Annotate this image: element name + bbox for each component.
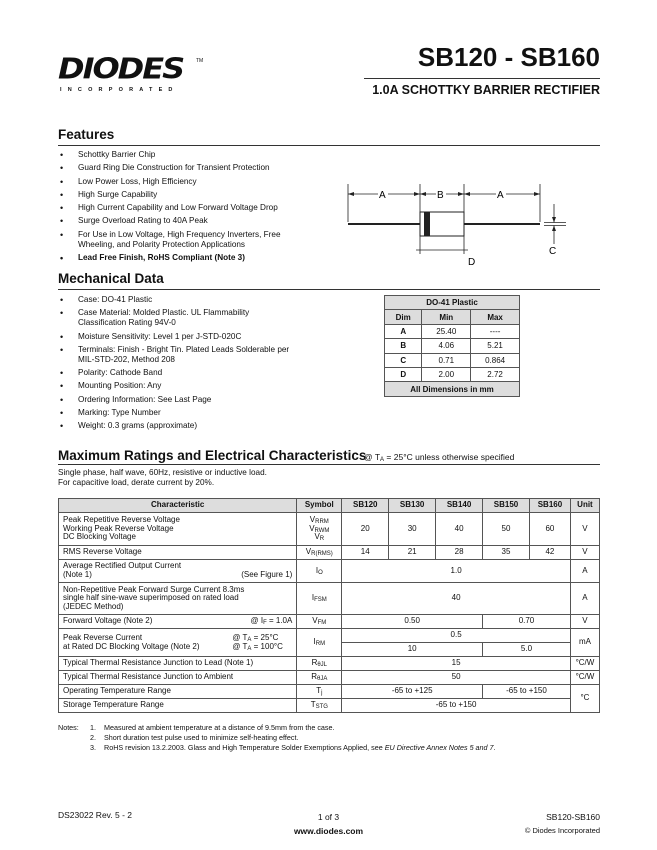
doc-number: DS23022 Rev. 5 - 2 <box>58 810 133 820</box>
features-heading: Features <box>58 127 115 142</box>
note-item: 2. Short duration test pulse used to minimize self-heating effect. <box>90 733 299 742</box>
symbol-cell: $T_{STG}$ <box>297 699 342 713</box>
unit-cell: A <box>570 560 599 583</box>
symbol-cell: $I_{FSM}$ <box>297 583 342 615</box>
symbol-cell: $V_{FM}$ <box>297 615 342 629</box>
table-row <box>59 657 600 671</box>
col-header: Characteristic <box>59 499 297 513</box>
symbol-cell: $V_{R(RMS)}$ <box>297 546 342 560</box>
website-link[interactable]: www.diodes.com <box>293 826 364 836</box>
ratings-intro: Single phase, half wave, 60Hz, resistive or inductive load. For capacitive load, derate current by 20%. <box>58 468 267 487</box>
symbol-cell: $R_{\theta JL}$ <box>297 657 342 671</box>
char-cell: Peak Repetitive Reverse Voltage Working Peak Reverse Voltage DC Blocking Voltage <box>59 513 297 546</box>
char-cell: Peak Reverse Current @ $T_A = 25^\circ C$ at Rated DC Blocking Voltage (Note 2) @ $T_A = 100^\circ C$ <box>59 629 297 657</box>
list-item: • High Current Capability and Low Forward Voltage Drop <box>58 203 328 213</box>
list-item: • Surge Overload Rating to 40A Peak <box>58 216 328 226</box>
symbol-cell: $V_{RRM}$ $V_{RWM}$ $V_R$ <box>297 513 342 546</box>
table-row <box>59 671 600 685</box>
table-row <box>385 324 520 338</box>
logo-trademark: TM <box>196 58 204 64</box>
char-cell: Average Rectified Output Current (Note 1) (See Figure 1) <box>59 560 297 583</box>
value-cell: 50 <box>342 671 571 685</box>
table-row <box>385 339 520 353</box>
mechanical-divider <box>58 289 600 290</box>
mechanical-list <box>58 295 338 435</box>
char-cell: Non-Repetitive Peak Forward Surge Current 8.3ms single half sine-wave superimposed on rated load (JEDEC Method) <box>59 583 297 615</box>
col-header: Symbol <box>297 499 342 513</box>
value-cell: 50 <box>483 513 530 546</box>
list-item: • Schottky Barrier Chip <box>58 150 328 160</box>
value-cell: 0.50 <box>342 615 483 629</box>
do41-package-diagram <box>340 184 570 268</box>
dim-cell: ---- <box>471 324 520 338</box>
dim-cell: 25.40 <box>422 324 471 338</box>
col-header: SB130 <box>389 499 436 513</box>
table-row <box>59 685 600 699</box>
table-row <box>59 513 600 546</box>
value-cell: 0.5 <box>342 629 571 643</box>
value-cell: 35 <box>483 546 530 560</box>
list-item: • For Use in Low Voltage, High Frequency Inverters, Free Wheeling, and Polarity Protection Applications <box>58 230 328 250</box>
unit-cell: °C <box>570 685 599 713</box>
char-cell: Storage Temperature Range <box>59 699 297 713</box>
dim-header: Dim <box>385 310 422 324</box>
symbol-cell: $I_O$ <box>297 560 342 583</box>
dim-cell: 0.864 <box>471 353 520 367</box>
unit-cell: V <box>570 546 599 560</box>
unit-cell: mA <box>570 629 599 657</box>
notes-section <box>58 723 496 753</box>
table-row <box>59 583 600 615</box>
dim-header: Min <box>422 310 471 324</box>
value-cell: 60 <box>529 513 570 546</box>
dimensions-table <box>384 295 520 397</box>
symbol-cell: $T_j$ <box>297 685 342 699</box>
col-header: SB120 <box>342 499 389 513</box>
note-item: 1. Measured at ambient temperature at a distance of 9.5mm from the case. <box>90 723 335 732</box>
table-row <box>385 367 520 381</box>
dim-header: Max <box>471 310 520 324</box>
unit-cell: V <box>570 615 599 629</box>
cathode-band <box>424 212 430 236</box>
table-row <box>59 560 600 583</box>
list-item: • Case Material: Molded Plastic. UL Flammability Classification Rating 94V-0 <box>58 308 338 328</box>
list-item: • Guard Ring Die Construction for Transient Protection <box>58 163 328 173</box>
mechanical-heading: Mechanical Data <box>58 271 164 286</box>
label-a-right: A <box>497 190 504 201</box>
dim-cell: A <box>385 324 422 338</box>
ratings-table <box>58 498 600 713</box>
value-cell: 42 <box>529 546 570 560</box>
features-divider <box>58 145 600 146</box>
table-header-row <box>59 499 600 513</box>
value-cell: 40 <box>436 513 483 546</box>
value-cell: 15 <box>342 657 571 671</box>
table-row <box>59 546 600 560</box>
symbol-cell: $I_{RM}$ <box>297 629 342 657</box>
dim-cell: C <box>385 353 422 367</box>
value-cell: 30 <box>389 513 436 546</box>
col-header: Unit <box>570 499 599 513</box>
char-cell: Forward Voltage (Note 2) @ $I_F = 1.0A$ <box>59 615 297 629</box>
dim-cell: 2.72 <box>471 367 520 381</box>
label-b: B <box>437 190 444 201</box>
value-cell: 40 <box>342 583 571 615</box>
ratings-heading: Maximum Ratings and Electrical Characteristics <box>58 448 367 463</box>
value-cell: 10 <box>342 643 483 657</box>
dim-cell: 4.06 <box>422 339 471 353</box>
unit-cell: A <box>570 583 599 615</box>
footer-part: SB120-SB160 <box>546 812 600 822</box>
footer-center <box>200 810 457 838</box>
diodes-logo <box>58 51 208 98</box>
value-cell: 14 <box>342 546 389 560</box>
list-item: • Weight: 0.3 grams (approximate) <box>58 421 338 431</box>
dim-cell: 2.00 <box>422 367 471 381</box>
label-c: C <box>549 246 557 257</box>
list-item: • Lead Free Finish, RoHS Compliant (Note 3) <box>58 253 328 263</box>
table-row <box>59 699 600 713</box>
unit-cell: V <box>570 513 599 546</box>
page-title: SB120 - SB160 <box>417 42 600 72</box>
ratings-condition: @ $T_A = 25^\circ C$ unless otherwise specified <box>364 452 515 463</box>
col-header: SB140 <box>436 499 483 513</box>
list-item: • Terminals: Finish - Bright Tin. Plated Leads Solderable per MIL-STD-202, Method 208 <box>58 345 338 365</box>
dim-cell: B <box>385 339 422 353</box>
title-divider <box>364 78 600 79</box>
unit-cell: °C/W <box>570 671 599 685</box>
page-subtitle: 1.0A SCHOTTKY BARRIER RECTIFIER <box>372 83 600 97</box>
unit-cell: °C/W <box>570 657 599 671</box>
value-cell: -65 to +150 <box>342 699 571 713</box>
list-item: • Polarity: Cathode Band <box>58 368 338 378</box>
list-item: • Ordering Information: See Last Page <box>58 395 338 405</box>
dim-cell: 5.21 <box>471 339 520 353</box>
list-item: • High Surge Capability <box>58 190 328 200</box>
copyright: © Diodes Incorporated <box>524 826 600 835</box>
value-cell: -65 to +150 <box>483 685 571 699</box>
list-item: • Low Power Loss, High Efficiency <box>58 177 328 187</box>
note-item: 3. RoHS revision 13.2.2003. Glass and High Temperature Solder Exemptions Applied, see EU Directive Annex Notes 5 and 7. <box>90 743 496 752</box>
char-cell: Typical Thermal Resistance Junction to Ambient <box>59 671 297 685</box>
symbol-cell: $R_{\theta JA}$ <box>297 671 342 685</box>
label-a-left: A <box>379 190 386 201</box>
char-cell: RMS Reverse Voltage <box>59 546 297 560</box>
table-row <box>59 615 600 629</box>
list-item: • Moisture Sensitivity: Level 1 per J-STD-020C <box>58 332 338 342</box>
features-list <box>58 150 328 266</box>
table-row <box>385 353 520 367</box>
list-item: • Marking: Type Number <box>58 408 338 418</box>
col-header: SB160 <box>529 499 570 513</box>
value-cell: 20 <box>342 513 389 546</box>
label-d: D <box>468 257 476 268</box>
value-cell: 1.0 <box>342 560 571 583</box>
dim-table-footer: All Dimensions in mm <box>385 382 520 396</box>
char-cell: Operating Temperature Range <box>59 685 297 699</box>
dim-cell: D <box>385 367 422 381</box>
value-cell: 21 <box>389 546 436 560</box>
dim-cell: 0.71 <box>422 353 471 367</box>
list-item: • Mounting Position: Any <box>58 381 338 391</box>
table-row <box>59 629 600 643</box>
logo-text: DIODES <box>58 51 184 86</box>
page-number: 1 of 3 <box>317 812 340 822</box>
value-cell: -65 to +125 <box>342 685 483 699</box>
list-item: • Case: DO-41 Plastic <box>58 295 338 305</box>
footer-right <box>525 810 600 838</box>
value-cell: 5.0 <box>483 643 571 657</box>
value-cell: 0.70 <box>483 615 571 629</box>
dim-table-title: DO-41 Plastic <box>385 296 520 310</box>
char-cell: Typical Thermal Resistance Junction to Lead (Note 1) <box>59 657 297 671</box>
ratings-divider <box>58 464 600 465</box>
col-header: SB150 <box>483 499 530 513</box>
logo-incorporated: INCORPORATED <box>60 87 179 93</box>
notes-label: Notes: <box>58 723 79 732</box>
value-cell: 28 <box>436 546 483 560</box>
